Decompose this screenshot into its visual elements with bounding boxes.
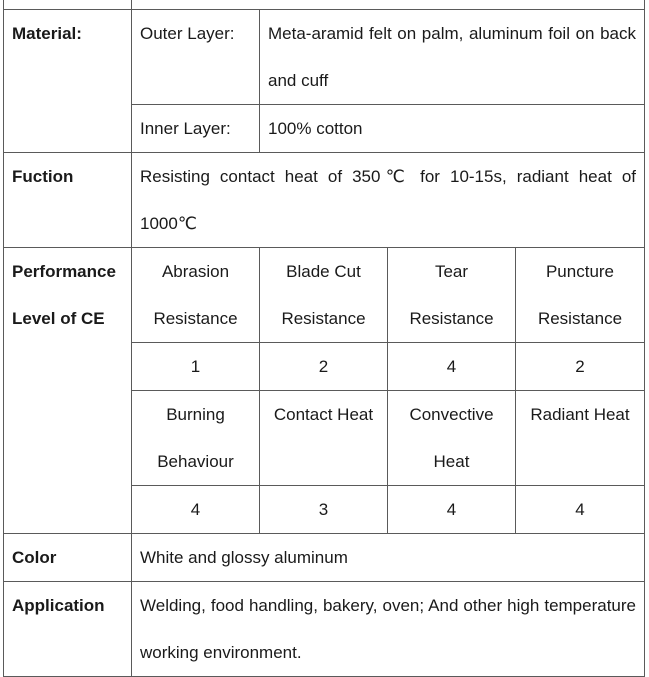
- abrasion-line2: Resistance: [153, 309, 238, 328]
- abrasion-level: 1: [132, 343, 260, 391]
- inner-layer-value: 100% cotton: [260, 105, 645, 153]
- color-label: Color: [4, 534, 132, 582]
- tear-level: 4: [388, 343, 516, 391]
- function-value: Resisting contact heat of 350℃ for 10-15s, radiant heat of 1000℃: [132, 153, 645, 248]
- outer-layer-value: Meta-aramid felt on palm, aluminum foil on back and cuff: [260, 10, 645, 105]
- abrasion-cell: [132, 248, 260, 343]
- outer-layer-label: Outer Layer:: [132, 10, 260, 105]
- contact-heat-level: 3: [260, 486, 388, 534]
- burning-cell: [132, 391, 260, 486]
- burning-line2: Behaviour: [157, 452, 234, 471]
- table-row-function: [4, 153, 645, 248]
- inner-layer-label: Inner Layer:: [132, 105, 260, 153]
- tear-cell: [388, 248, 516, 343]
- performance-label: [4, 248, 132, 534]
- blade-cut-line1: Blade Cut: [286, 262, 361, 281]
- convective-heat-line2: Heat: [433, 452, 470, 471]
- abrasion-line1: Abrasion: [161, 262, 230, 281]
- tear-line2: Resistance: [409, 309, 494, 328]
- blade-cut-line2: Resistance: [281, 309, 366, 328]
- burning-level: 4: [132, 486, 260, 534]
- function-label: Fuction: [4, 153, 132, 248]
- puncture-cell: [516, 248, 645, 343]
- tear-line1: Tear: [434, 262, 469, 281]
- application-value: Welding, food handling, bakery, oven; And other high temperature working environment.: [132, 582, 645, 677]
- performance-label-line1: Performance: [12, 262, 116, 281]
- performance-label-line2: Level of CE: [12, 309, 105, 328]
- contact-heat-line1: Contact Heat: [273, 405, 374, 424]
- table-row-performance-1: [4, 248, 645, 343]
- burning-line1: Burning: [166, 405, 225, 424]
- application-label: Application: [4, 582, 132, 677]
- radiant-heat-level: 4: [516, 486, 645, 534]
- contact-heat-cell: [260, 391, 388, 486]
- table-row-application: [4, 582, 645, 677]
- puncture-line2: Resistance: [537, 309, 623, 328]
- blade-cut-cell: [260, 248, 388, 343]
- puncture-level: 2: [516, 343, 645, 391]
- radiant-heat-line1: Radiant Heat: [530, 405, 630, 424]
- convective-heat-line1: Convective: [409, 405, 494, 424]
- convective-heat-level: 4: [388, 486, 516, 534]
- table-row-cutoff: [4, 0, 645, 10]
- spec-table: [3, 0, 645, 677]
- table-row-material: [4, 10, 645, 105]
- blade-cut-level: 2: [260, 343, 388, 391]
- color-value: White and glossy aluminum: [132, 534, 645, 582]
- material-label: Material:: [4, 10, 132, 153]
- puncture-line1: Puncture: [545, 262, 615, 281]
- radiant-heat-cell: [516, 391, 645, 486]
- table-row-color: [4, 534, 645, 582]
- convective-heat-cell: [388, 391, 516, 486]
